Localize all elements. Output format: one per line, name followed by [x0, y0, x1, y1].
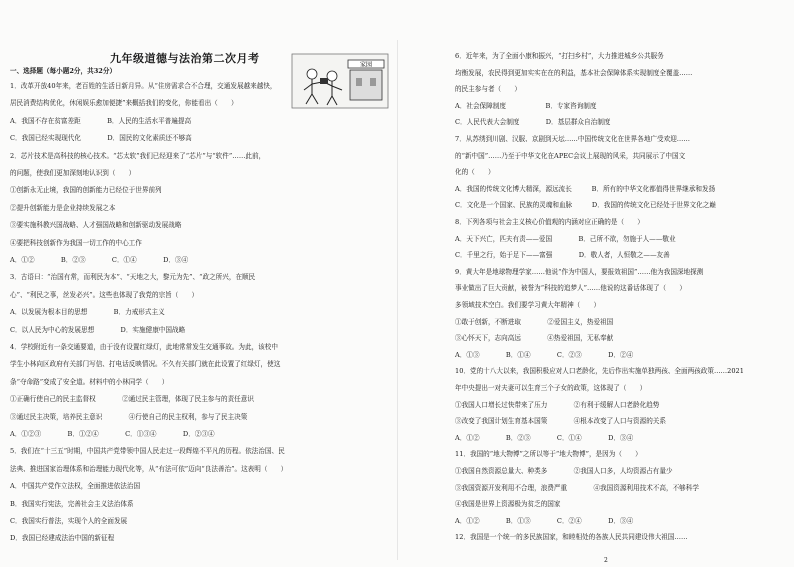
question-line: 的民主参与者（ ）	[455, 85, 521, 94]
question-line: D．我国已经建成法治中国的新征程	[10, 534, 115, 543]
question-line: A．中国共产党作立法权，全面推进依法治国	[10, 482, 141, 491]
question-line: C．我国已经实现现代化 D．国民的文化素质还不够高	[10, 134, 192, 143]
question-line: 心”、“利民之事，丝发必兴”。这些也体现了我党的宗旨（ ）	[10, 290, 199, 299]
question-line: 的问题，使我们更加深刻地认识到（ ）	[10, 169, 136, 177]
question-line: B．我国实行宪法，完善社会主义法治体系	[10, 499, 134, 508]
question-line: ①正确行使自己的民主监督权 ②通过民主管理，体现了民主参与的责任意识	[10, 395, 254, 404]
question-line: ①敢于创新，不断进取 ②爱国主义，热爱祖国	[455, 317, 614, 326]
question-line: ③我国资源开发利用不合理，浪费严重 ④我国资源利用技术不高，不够科学	[455, 483, 699, 492]
question-line: ①我国自然资源总量大、种类多 ②我国人口多，人均资源占有量少	[455, 467, 673, 475]
question-line: 12．我国是一个统一的多民族国家，和睦相处的各族人民共同建设伟大祖国……	[455, 533, 688, 542]
question-line: 学生小林向区政府有关部门写信、打电话反映情况。不久有关部门就在此设置了红绿灯，使这	[10, 360, 281, 369]
question-line: 6．近年来，为了全面小康和振兴，“打扫乡村”，大力推进城乡公共服务	[455, 52, 664, 60]
question-line: 居民消费结构优化，休闲娱乐愈加便捷”来概括我们的变化，你能看出（ ）	[10, 99, 238, 108]
cartoon-illustration-icon	[290, 52, 390, 110]
question-line: 化的（ ）	[455, 168, 495, 177]
question-line: A．天下兴亡，匹夫有责——爱国 B．己所不欲，勿施于人——敬业	[455, 234, 676, 243]
question-line: 10．党的十八大以来，我国积极应对人口老龄化，先后作出实施单独两孩、全面两孩政策……2021	[455, 367, 744, 376]
right-column	[397, 0, 794, 567]
question-line: 8．下列各项与社会主义核心价值观的内涵对应正确的是（ ）	[455, 218, 644, 226]
question-line: C．以人民为中心的发展思想 D．实施健康中国战略	[10, 325, 186, 334]
question-line: C．千里之行，始于足下——富强 D．敬人者，人恒敬之——友善	[455, 251, 670, 260]
question-line: ④我国是世界上资源极为贫乏的国家	[455, 500, 561, 509]
question-line: C．文化是一个国家、民族的灵魂和血脉 D．我国的传统文化已经处于世界文化之巅	[455, 201, 716, 210]
question-line: 4．学校附近有一条交通要道，由于没有设置红绿灯，此地常常发生交通事故。为此，该校中	[10, 343, 278, 351]
question-line: C．人民代表大会制度 D．基层群众自治制度	[455, 118, 611, 127]
question-line: ④要把科技创新作为我国一切工作的中心工作	[10, 238, 142, 247]
question-line: C．我国实行普法，实现个人的全面发展	[10, 517, 128, 525]
question-line: 法典、推进国家治理体系和治理能力现代化等，从“有法可依”迈向“良法善治”。这表明（ ）	[10, 464, 288, 473]
question-line: ③通过民主决策，培养民主意识 ④行使自己的民主权利，参与了民主决策	[10, 412, 248, 421]
question-line: 9．黄大年是地球物理学家……他说“作为中国人，要报效祖国”……他为我国深地探测	[455, 267, 704, 276]
question-line: 11．我国的“地大物博”之所以等于“地大物博”，是因为（ ）	[455, 450, 642, 459]
question-line: 年中央提出一对夫妻可以生育三个子女的政策，这体现了（ ）	[455, 384, 647, 392]
question-line: 多领域技术空白。我们要学习黄大年精神（ ）	[455, 301, 601, 309]
question-line: A．社会保障制度 B．专家咨询制度	[455, 101, 597, 110]
question-line: A．我国的传统文化博大精深，源远流长 B．所有的中华文化都值得世界继承和发扬	[455, 184, 716, 193]
question-line: A．以发展为根本目的思想 B．力戒形式主义	[10, 308, 165, 317]
section-heading: 一、选择题（每小题2分，共32分）	[10, 67, 117, 75]
question-line: ①创新永无止境，我国的创新能力已经位于世界前列	[10, 186, 162, 195]
question-line: 事业做出了巨大贡献，被誉为“科技的追梦人”……他说的这番话体现了（ ）	[455, 284, 686, 293]
question-line: ③心怀天下，志向高远 ④热爱祖国，无私奉献	[455, 334, 614, 343]
question-line: A．我国不存在贫富差距 B．人民的生活水平普遍提高	[10, 116, 192, 125]
question-line: 均衡发展，农民得到更加实实在在的利益，基本社会保障体系实现制度全覆盖……	[455, 68, 693, 77]
question-line: A．①② B．①③ C．②④ D．③④	[455, 516, 634, 525]
question-line: ①我国人口增长过快带来了压力 ②有利于缓解人口老龄化趋势	[455, 400, 660, 409]
question-line: 的“新中国”……乃至于中华文化在APEC会议上展现的风采，共同展示了中国文	[455, 151, 686, 160]
question-line: 条“夺命路”变成了安全道。材料中的小林同学（ ）	[10, 377, 169, 386]
question-line: 2．芯片技术是高科技的核心技术。“芯太软”我们已经迎来了“芯片”与“软件”……此前，	[10, 151, 266, 160]
question-line: 3．古语曰：“治国有常，而利民为本”、“天地之大，黎元为先”、“政之所兴，在顺民	[10, 273, 256, 282]
page-title: 九年级道德与法治第二次月考	[110, 52, 260, 65]
page-number: 2	[604, 557, 608, 564]
question-line: A．①② B．②③ C．①④ D．③④	[455, 433, 634, 442]
question-line: ③要实施科教兴国战略、人才强国战略和创新驱动发展战略	[10, 221, 182, 230]
question-line: A．①③ B．①④ C．②③ D．②④	[455, 350, 634, 359]
question-line: A．①② B．②③ C．①④ D．③④	[10, 256, 189, 264]
question-line: 7．从苏绣到川剧、汉服、京剧到天坛……中国传统文化在世界各地广受欢迎……	[455, 135, 690, 143]
cartoon-label: 家园	[359, 61, 373, 69]
question-line: A．①②③ B．①②④ C．①③④ D．②③④	[10, 430, 215, 438]
question-line: 5．我们在“十三五”时期，中国共产党带领中国人民走过一段辉煌不平凡的历程。依法治国、民	[10, 447, 285, 456]
question-line: 1．改革开放40年来，老百姓的生活日新月异。从“住房需求合不合理，交通发展越来越快，	[10, 82, 277, 90]
question-line: ②提升创新能力是企业持续发展之本	[10, 203, 116, 212]
question-line: ③改变了我国计划生育基本国策 ④根本改变了人口与资源的关系	[455, 417, 666, 426]
